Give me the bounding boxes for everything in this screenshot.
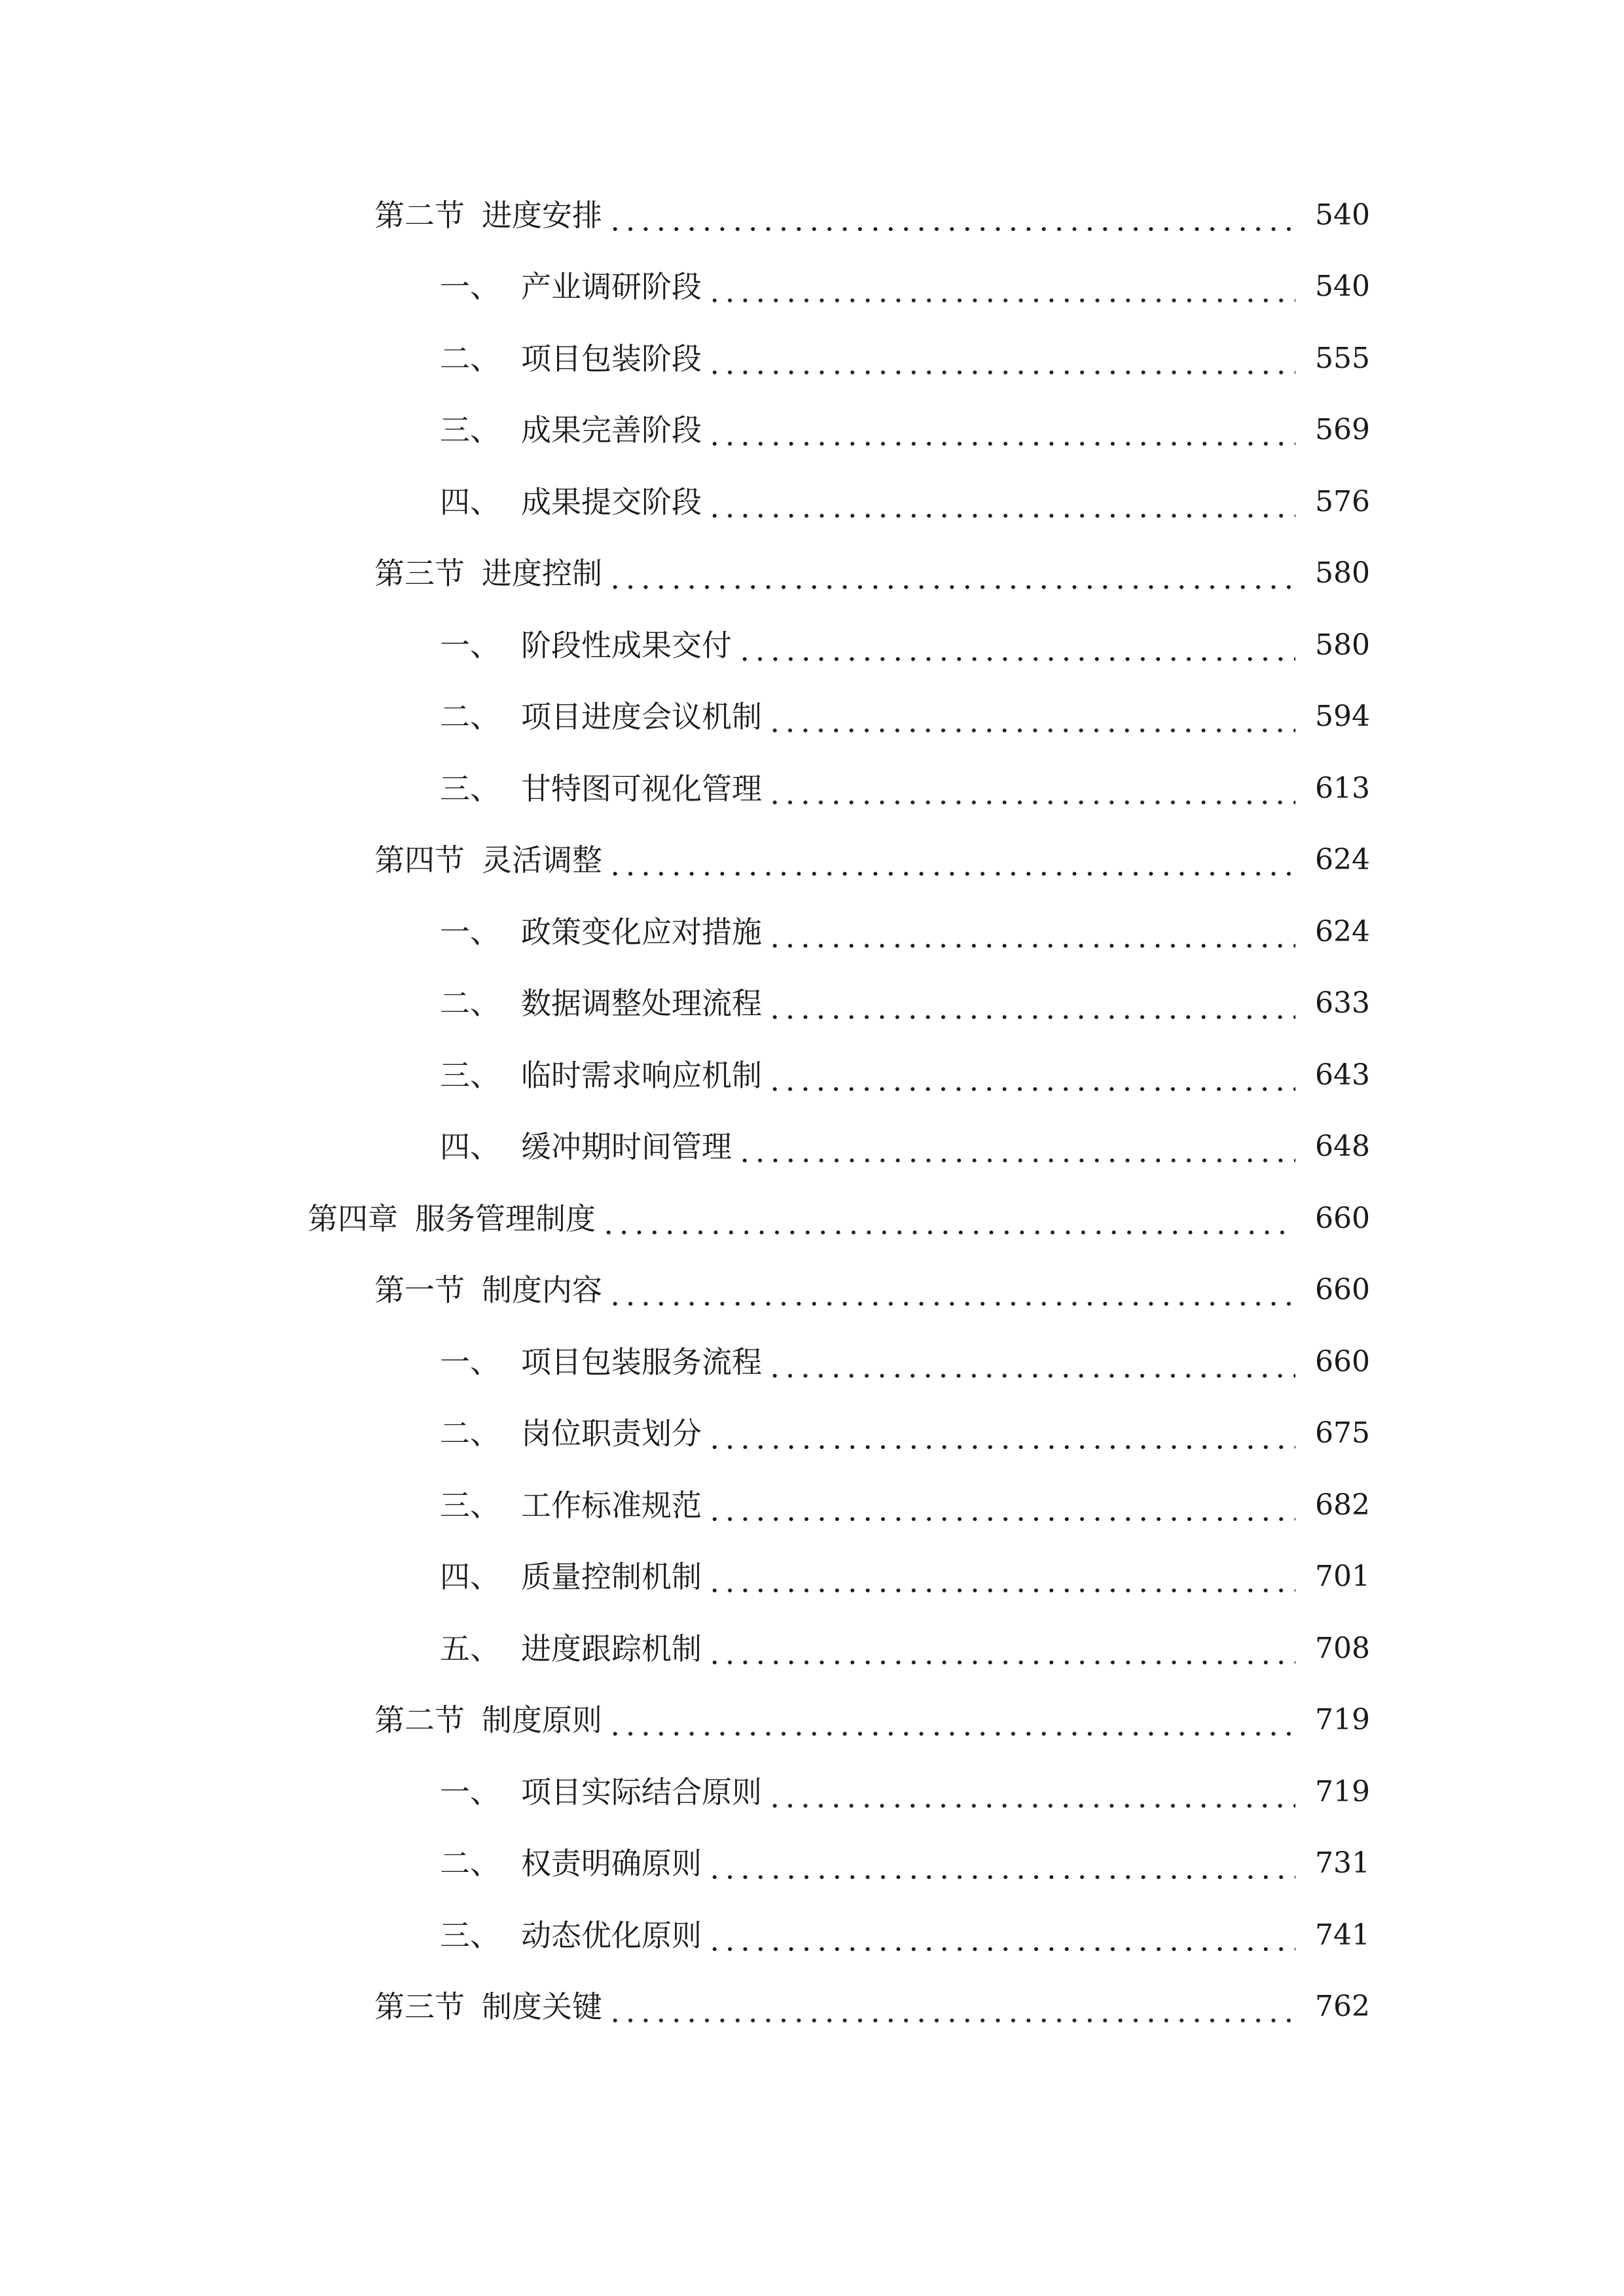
toc-entry-title: 质量控制机制 [521,1559,702,1595]
toc-entry-title: 数据调整处理流程 [521,986,762,1022]
toc-entry-page-number: 719 [1315,1774,1370,1808]
toc-entry[interactable] [0,896,1624,968]
toc-entry-page-number: 540 [1315,270,1370,304]
dot-leader [601,1206,1295,1236]
toc-entry-prefix: 二、 [440,1846,500,1882]
toc-entry-page-number: 555 [1315,341,1370,375]
toc-entry-prefix: 二、 [440,1416,500,1452]
dot-leader [767,704,1295,734]
toc-entry-prefix: 第二节 [374,1702,465,1738]
toc-entry-page-number: 675 [1315,1416,1370,1450]
dot-leader [607,561,1295,591]
dot-leader [767,991,1295,1021]
toc-entry-title: 成果完善阶段 [521,412,702,448]
dot-leader [707,346,1295,376]
toc-entry-prefix: 二、 [440,699,500,735]
toc-entry-title: 项目包装阶段 [521,340,702,376]
dot-leader [607,1708,1295,1738]
toc-entry-title: 动态优化原则 [521,1917,702,1953]
dot-leader [707,1636,1295,1666]
dot-leader [707,1421,1295,1451]
toc-entry-page-number: 648 [1315,1130,1370,1164]
dot-leader [607,1994,1295,2024]
dot-leader [767,1780,1295,1810]
toc-entry-title: 服务管理制度 [415,1200,596,1236]
toc-entry-prefix: 三、 [440,412,500,448]
toc-entry-prefix: 第三节 [374,1989,465,2025]
toc-entry-page-number: 624 [1315,914,1370,948]
toc-entry[interactable] [0,1039,1624,1111]
toc-entry-page-number: 576 [1315,484,1370,518]
toc-entry[interactable] [0,179,1624,251]
dot-leader [607,1278,1295,1308]
toc-entry[interactable] [0,753,1624,825]
toc-entry-title: 项目包装服务流程 [521,1344,762,1380]
toc-entry-prefix: 第二节 [374,197,465,233]
toc-entry-prefix: 一、 [440,1344,500,1380]
toc-entry-prefix: 二、 [440,986,500,1022]
dot-leader [767,1063,1295,1093]
toc-entry[interactable] [0,251,1624,323]
toc-entry[interactable] [0,1756,1624,1828]
toc-entry-page-number: 660 [1315,1273,1370,1307]
dot-leader [767,1350,1295,1380]
dot-leader [767,920,1295,950]
toc-entry[interactable] [0,968,1624,1040]
toc-entry-prefix: 三、 [440,770,500,806]
toc-entry[interactable] [0,609,1624,681]
toc-entry-page-number: 580 [1315,628,1370,662]
toc-entry-page-number: 701 [1315,1560,1370,1594]
toc-entry-title: 临时需求响应机制 [521,1057,762,1093]
toc-entry-prefix: 第一节 [374,1272,465,1308]
dot-leader [707,274,1295,304]
dot-leader [767,776,1295,806]
toc-entry-title: 政策变化应对措施 [521,914,762,950]
toc-entry-prefix: 一、 [440,1774,500,1810]
toc-entry-prefix: 一、 [440,269,500,305]
toc-entry-page-number: 633 [1315,986,1370,1020]
toc-entry[interactable] [0,538,1624,610]
toc-entry-prefix: 四、 [440,1129,500,1165]
toc-entry[interactable] [0,1326,1624,1398]
toc-entry-page-number: 594 [1315,700,1370,734]
toc-entry[interactable] [0,395,1624,467]
toc-entry-page-number: 580 [1315,556,1370,590]
dot-leader [707,1923,1295,1953]
toc-entry-title: 进度跟踪机制 [521,1630,702,1666]
toc-entry[interactable] [0,466,1624,538]
toc-entry-title: 制度关键 [482,1989,602,2025]
toc-entry-prefix: 第四章 [308,1200,398,1236]
toc-entry-prefix: 五、 [440,1630,500,1666]
toc-entry-title: 产业调研阶段 [521,269,702,305]
dot-leader [607,848,1295,878]
toc-entry[interactable] [0,1111,1624,1183]
table-of-contents [0,179,1624,2043]
toc-entry-title: 岗位职责划分 [521,1416,702,1452]
toc-entry-page-number: 540 [1315,198,1370,232]
toc-entry-title: 进度控制 [482,556,602,592]
toc-entry[interactable] [0,323,1624,395]
toc-entry[interactable] [0,1255,1624,1327]
toc-entry[interactable] [0,1971,1624,2043]
toc-entry-prefix: 三、 [440,1917,500,1953]
dot-leader [707,1851,1295,1881]
toc-entry-title: 项目进度会议机制 [521,699,762,735]
toc-entry-title: 灵活调整 [482,842,602,878]
toc-entry-title: 制度内容 [482,1272,602,1308]
toc-entry[interactable] [0,1398,1624,1470]
toc-entry-prefix: 三、 [440,1487,500,1523]
toc-entry-prefix: 三、 [440,1057,500,1093]
toc-entry-prefix: 第三节 [374,556,465,592]
toc-entry-title: 项目实际结合原则 [521,1774,762,1810]
toc-entry[interactable] [0,1541,1624,1613]
toc-entry-page-number: 762 [1315,1990,1370,2024]
toc-entry-title: 甘特图可视化管理 [521,770,762,806]
toc-entry-page-number: 613 [1315,771,1370,805]
toc-entry-page-number: 660 [1315,1344,1370,1378]
toc-entry-prefix: 二、 [440,340,500,376]
dot-leader [737,633,1295,663]
toc-entry-title: 阶段性成果交付 [521,627,732,663]
toc-entry[interactable] [0,1183,1624,1255]
toc-entry-prefix: 第四节 [374,842,465,878]
toc-entry-page-number: 708 [1315,1631,1370,1665]
toc-entry[interactable] [0,1899,1624,1971]
toc-entry-prefix: 四、 [440,484,500,520]
toc-entry-title: 进度安排 [482,197,602,233]
toc-entry-title: 成果提交阶段 [521,484,702,520]
dot-leader [707,418,1295,448]
toc-entry-page-number: 660 [1315,1201,1370,1235]
dot-leader [707,1564,1295,1594]
toc-entry-prefix: 一、 [440,627,500,663]
toc-entry-page-number: 643 [1315,1058,1370,1092]
toc-entry-page-number: 682 [1315,1488,1370,1522]
toc-entry-page-number: 731 [1315,1846,1370,1880]
toc-entry-title: 权责明确原则 [521,1846,702,1882]
toc-entry[interactable] [0,1469,1624,1541]
toc-entry[interactable] [0,1828,1624,1900]
toc-entry-prefix: 四、 [440,1559,500,1595]
toc-entry[interactable] [0,1685,1624,1757]
toc-entry-title: 工作标准规范 [521,1487,702,1523]
toc-entry[interactable] [0,681,1624,753]
toc-entry[interactable] [0,825,1624,897]
toc-entry-page-number: 569 [1315,413,1370,447]
dot-leader [707,1493,1295,1523]
toc-entry-page-number: 741 [1315,1918,1370,1952]
toc-entry-prefix: 一、 [440,914,500,950]
toc-entry-page-number: 719 [1315,1703,1370,1737]
dot-leader [707,490,1295,520]
toc-entry-title: 缓冲期时间管理 [521,1129,732,1165]
dot-leader [607,203,1295,233]
dot-leader [737,1134,1295,1164]
toc-entry[interactable] [0,1613,1624,1685]
toc-entry-title: 制度原则 [482,1702,602,1738]
toc-entry-page-number: 624 [1315,843,1370,877]
